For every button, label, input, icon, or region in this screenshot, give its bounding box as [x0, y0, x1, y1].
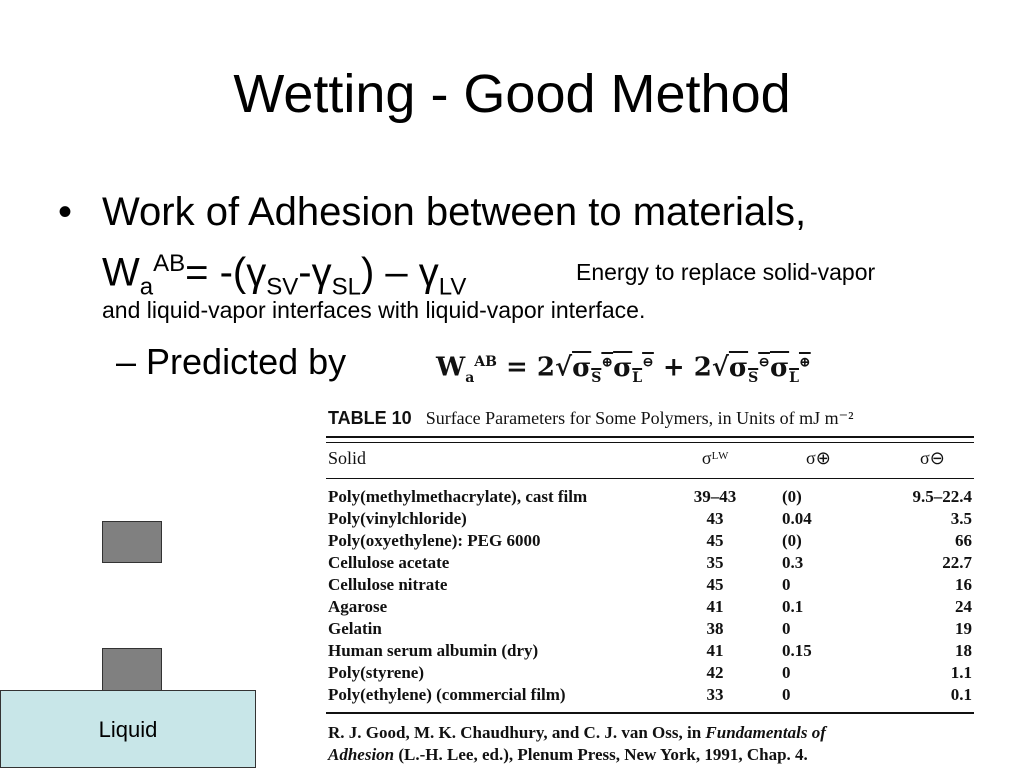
- table-caption: [328, 408, 854, 429]
- cell-solid: Poly(vinylchloride): [328, 509, 467, 528]
- cell-lw: 35: [706, 553, 724, 572]
- cell-solid: Gelatin: [328, 619, 382, 638]
- cell-lw: 42: [706, 663, 724, 682]
- table-rule-top2: [326, 442, 974, 443]
- cell-plus: 0.1: [782, 597, 804, 616]
- table-row: [322, 618, 976, 640]
- table-header-minus: σ⊖: [920, 448, 945, 468]
- cell-plus: 0.15: [782, 641, 812, 660]
- cell-lw: 41: [706, 597, 724, 616]
- table-row: [322, 552, 976, 574]
- table-header-plus: σ⊕: [806, 448, 831, 468]
- cell-solid: Agarose: [328, 597, 388, 616]
- cell-minus: 24: [955, 597, 972, 616]
- slide-title: Wetting - Good Method: [233, 64, 791, 124]
- cell-solid: Poly(ethylene) (commercial film): [328, 685, 566, 704]
- cell-minus: 66: [955, 531, 972, 550]
- cell-lw: 45: [706, 531, 724, 550]
- table-reference: R. J. Good, M. K. Chaudhury, and C. J. van Oss, in Fundamentals of Adhesion (L.-H. Lee, ed.), Plenum Press, New York, 1991, Chap. 4.: [328, 723, 826, 764]
- table-rule-bottom: [326, 712, 974, 714]
- table-row: [322, 596, 976, 618]
- cell-minus: 19: [955, 619, 972, 638]
- cell-minus: 18: [955, 641, 972, 660]
- cell-lw: 39–43: [693, 487, 737, 506]
- table-row: [322, 486, 976, 508]
- bullet-marker: •: [58, 190, 73, 234]
- bullet-text: Work of Adhesion between to materials,: [102, 190, 807, 234]
- cell-solid: Cellulose nitrate: [328, 575, 448, 594]
- cell-solid: Cellulose acetate: [328, 553, 450, 572]
- table-rule-header: [326, 478, 974, 479]
- cell-minus: 0.1: [950, 685, 972, 704]
- surface-parameters-table: [322, 404, 976, 768]
- cell-minus: 9.5–22.4: [912, 487, 972, 506]
- cell-plus: 0.04: [782, 509, 812, 528]
- formula-note-line2: and liquid-vapor interfaces with liquid-vapor interface.: [102, 297, 646, 323]
- cell-plus: (0): [782, 487, 802, 506]
- cell-lw: 33: [706, 685, 724, 704]
- cell-plus: 0: [782, 685, 791, 704]
- table-row: [322, 662, 976, 684]
- table-row: [322, 508, 976, 530]
- cell-minus: 3.5: [950, 509, 972, 528]
- cell-solid: Poly(methylmethacrylate), cast film: [328, 487, 588, 506]
- cell-plus: 0: [782, 663, 791, 682]
- liquid-label: Liquid: [98, 717, 158, 742]
- table-header-solid: Solid: [328, 448, 367, 468]
- solid-block-upper: [102, 521, 162, 563]
- cell-plus: 0: [782, 575, 791, 594]
- cell-plus: 0: [782, 619, 791, 638]
- good-equation-image: $W_a^{AB} = 2√\sigma_S^\oplus\sigma_L^⊖ + 2√\sigma_S^⊖\sigma_L^\oplus$: [436, 352, 811, 386]
- table-title: Surface Parameters for Some Polymers, in Units of mJ m⁻²: [425, 408, 854, 428]
- liquid-region: [0, 690, 256, 768]
- table-row: [322, 684, 976, 706]
- cell-solid: Human serum albumin (dry): [328, 641, 539, 660]
- cell-plus: (0): [782, 531, 802, 550]
- cell-lw: 43: [706, 509, 724, 528]
- cell-plus: 0.3: [782, 553, 804, 572]
- cell-minus: 16: [955, 575, 972, 594]
- solid-block-on-liquid: [102, 648, 162, 692]
- cell-solid: Poly(oxyethylene): PEG 6000: [328, 531, 541, 550]
- table-row: [322, 640, 976, 662]
- cell-minus: 22.7: [942, 553, 972, 572]
- table-label: TABLE 10: [328, 408, 412, 428]
- formula-note-line1: Energy to replace solid-vapor: [576, 259, 876, 285]
- sub-bullet-predicted-by: – Predicted by: [116, 341, 347, 382]
- cell-lw: 38: [706, 619, 724, 638]
- table-rule-top: [326, 436, 974, 438]
- cell-lw: 41: [706, 641, 724, 660]
- cell-lw: 45: [706, 575, 724, 594]
- work-of-adhesion-formula: $W_a^{AB}= -(\gamma_{SV}-\gamma_{SL}) - \gamma_{LV}$: [102, 250, 467, 301]
- table-row: [322, 574, 976, 596]
- table-row: [322, 530, 976, 552]
- cell-minus: 1.1: [950, 663, 972, 682]
- table-header-lw: σᴸᵂ: [701, 448, 729, 468]
- cell-solid: Poly(styrene): [328, 663, 424, 682]
